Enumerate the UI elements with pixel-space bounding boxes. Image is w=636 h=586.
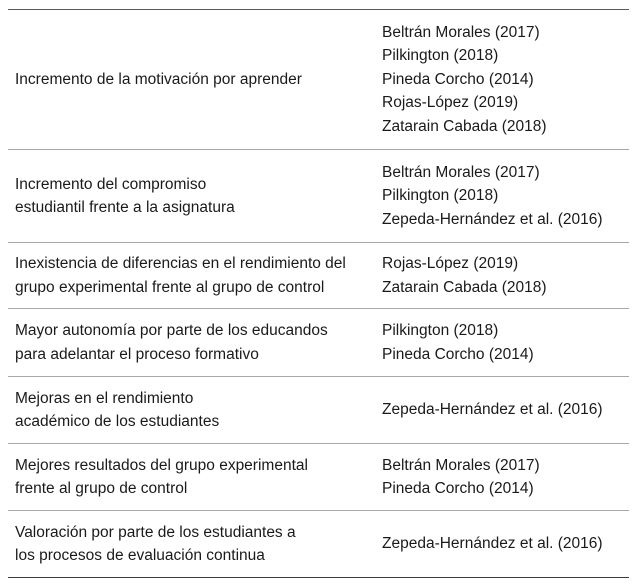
finding-text: para adelantar el proceso formativo bbox=[15, 345, 259, 363]
finding-text: los procesos de evaluación continua bbox=[15, 547, 265, 564]
finding-text: Mejoras en el rendimiento bbox=[15, 389, 194, 407]
finding-text: académico de los estudiantes bbox=[15, 413, 220, 430]
reference-text: Beltrán Morales (2017) bbox=[382, 163, 540, 181]
reference-text: Zatarain Cabada (2018) bbox=[382, 117, 547, 135]
finding-text: grupo experimental frente al grupo de control bbox=[15, 278, 325, 296]
references-cell bbox=[374, 319, 629, 366]
table-row bbox=[8, 149, 629, 242]
references-cell bbox=[374, 252, 629, 299]
finding-cell bbox=[8, 387, 374, 434]
references-cell bbox=[374, 398, 629, 422]
reference-text: Pilkington (2018) bbox=[382, 322, 499, 339]
finding-text: Valoración por parte de los estudiantes a bbox=[15, 523, 296, 541]
reference-text: Beltrán Morales (2017) bbox=[382, 456, 540, 474]
reference-text: Zepeda-Hernández et al. (2016) bbox=[382, 535, 603, 553]
finding-cell bbox=[8, 454, 374, 501]
references-cell bbox=[374, 454, 629, 501]
finding-text: estudiantil frente a la asignatura bbox=[15, 199, 235, 216]
results-table bbox=[8, 9, 629, 578]
finding-cell bbox=[8, 319, 374, 366]
table-row bbox=[8, 443, 629, 510]
references-cell bbox=[374, 21, 629, 139]
reference-text: Pilkington (2018) bbox=[382, 47, 499, 65]
table-row bbox=[8, 308, 629, 376]
table-row bbox=[8, 10, 629, 149]
table-row bbox=[8, 510, 629, 577]
reference-text: Zepeda-Hernández et al. (2016) bbox=[382, 210, 603, 228]
references-cell bbox=[374, 532, 629, 556]
finding-cell bbox=[8, 68, 374, 92]
finding-text: Incremento de la motivación por aprender bbox=[15, 70, 302, 88]
reference-text: Rojas-López (2019) bbox=[382, 94, 519, 112]
reference-text: Pineda Corcho (2014) bbox=[382, 70, 534, 88]
reference-text: Beltrán Morales (2017) bbox=[382, 23, 540, 41]
reference-text: Pineda Corcho (2014) bbox=[382, 345, 534, 363]
finding-text: Inexistencia de diferencias en el rendimiento del bbox=[15, 255, 346, 272]
table-row bbox=[8, 242, 629, 308]
finding-cell bbox=[8, 252, 374, 299]
references-cell bbox=[374, 161, 629, 232]
reference-text: Zatarain Cabada (2018) bbox=[382, 278, 547, 296]
finding-cell bbox=[8, 173, 374, 220]
finding-text: frente al grupo de control bbox=[15, 480, 188, 497]
reference-text: Pineda Corcho (2014) bbox=[382, 480, 534, 497]
reference-text: Zepeda-Hernández et al. (2016) bbox=[382, 401, 603, 419]
table-row bbox=[8, 376, 629, 443]
finding-text: Mayor autonomía por parte de los educandos bbox=[15, 322, 328, 339]
finding-text: Incremento del compromiso bbox=[15, 175, 207, 193]
finding-text: Mejores resultados del grupo experimental bbox=[15, 456, 308, 474]
reference-text: Rojas-López (2019) bbox=[382, 255, 519, 272]
reference-text: Pilkington (2018) bbox=[382, 187, 499, 205]
finding-cell bbox=[8, 521, 374, 568]
